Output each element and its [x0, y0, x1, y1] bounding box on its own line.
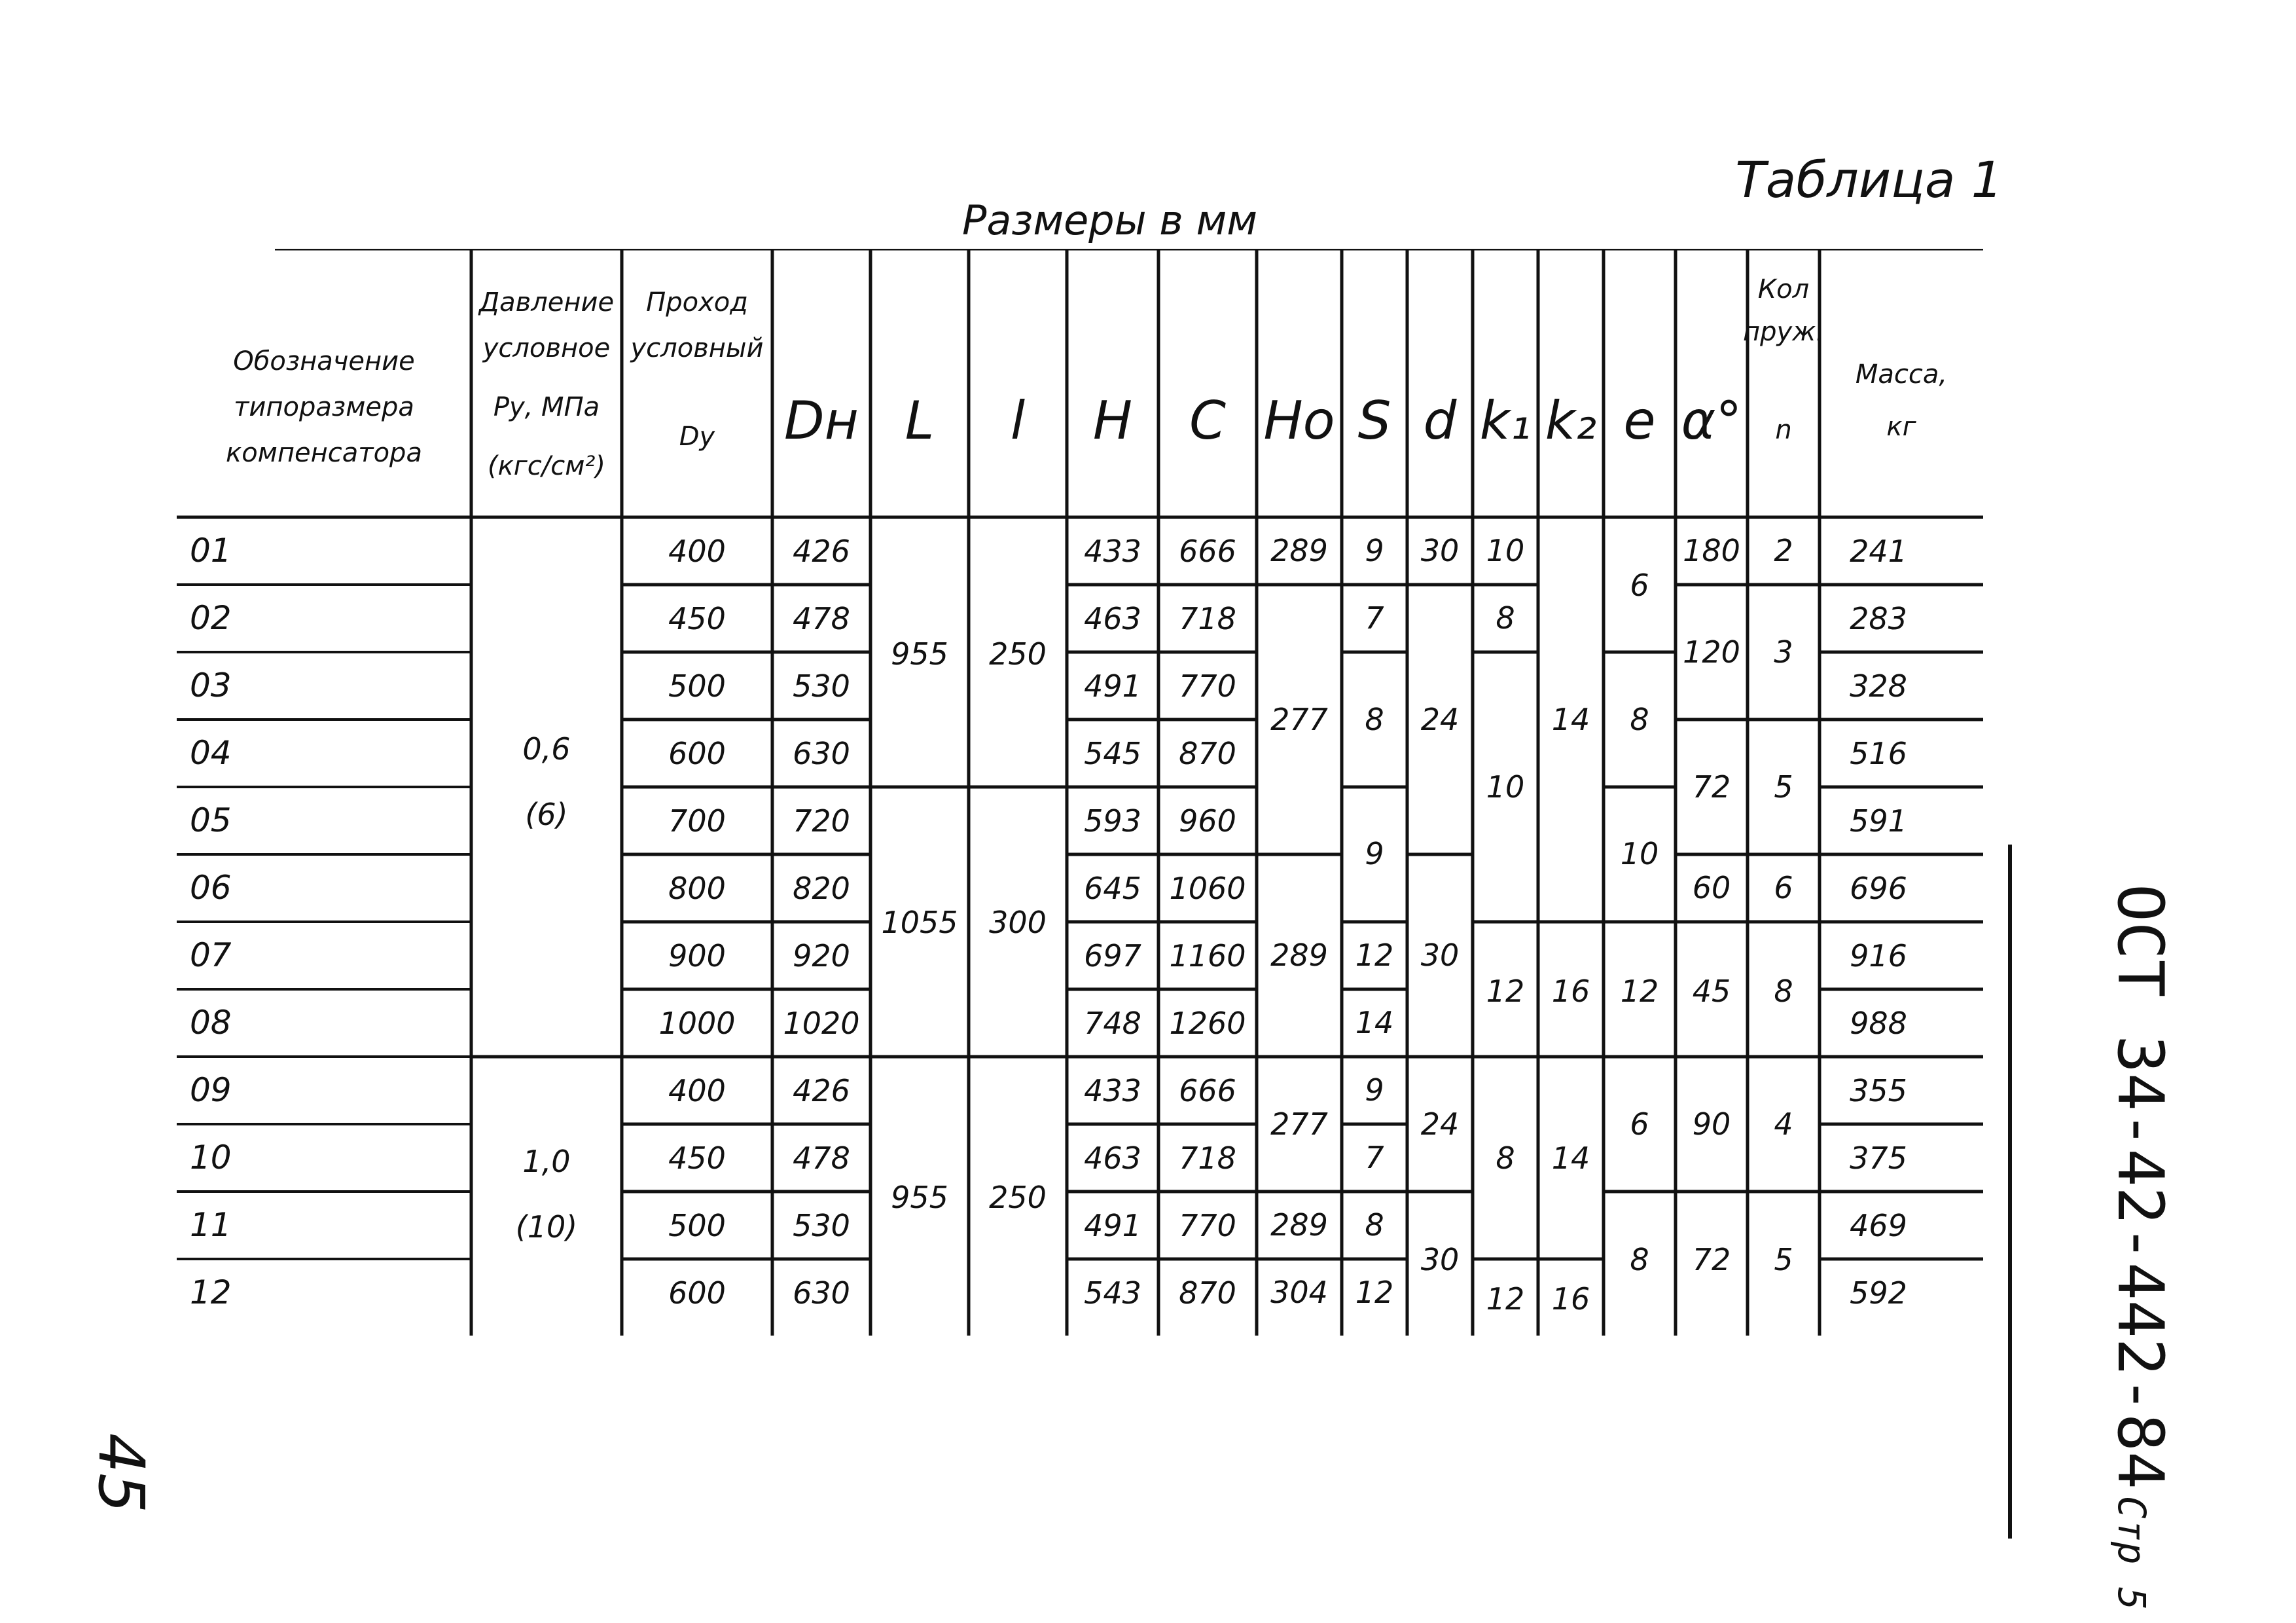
row-code-7: 07 [190, 936, 232, 974]
header-k2: k₂ [1545, 390, 1597, 451]
d-1: 30 [1420, 533, 1460, 568]
header-k1: k₁ [1479, 390, 1532, 451]
row-mass-1: 241 [1850, 533, 1907, 569]
row-mass-7: 916 [1850, 938, 1907, 974]
pressure-a-kgf: (6) [525, 797, 568, 832]
row-dn-9: 426 [793, 1072, 850, 1108]
row-dy-6: 800 [668, 870, 726, 906]
header-designation-2: типоразмера [234, 392, 414, 422]
header-pressure-1: Давление [478, 287, 615, 318]
row-h-5: 593 [1084, 803, 1141, 839]
row-dn-8: 1020 [783, 1005, 860, 1041]
row-code-12: 12 [190, 1273, 232, 1311]
row-mass-10: 375 [1850, 1140, 1907, 1176]
d-2: 24 [1420, 702, 1460, 737]
row-code-8: 08 [190, 1003, 232, 1042]
e-6: 8 [1630, 1242, 1649, 1277]
k2-1: 14 [1551, 702, 1590, 737]
S-9: 8 [1365, 1207, 1384, 1243]
row-code-1: 01 [190, 531, 232, 570]
n-3: 5 [1774, 769, 1793, 805]
header-pressure-2: условное [482, 333, 611, 363]
header-alpha: α° [1681, 390, 1742, 451]
row-c-12: 870 [1179, 1275, 1236, 1311]
doc-page-text: Стр 5 [2109, 1495, 2154, 1611]
header-passage-2: условный [630, 333, 764, 363]
row-dy-7: 900 [668, 938, 726, 974]
row-dy-11: 500 [668, 1207, 726, 1243]
row-c-9: 666 [1179, 1072, 1236, 1108]
Ho-1: 289 [1270, 533, 1328, 568]
row-dy-12: 600 [668, 1275, 726, 1311]
alpha-5: 45 [1692, 974, 1731, 1009]
L-group-3: 955 [891, 1180, 948, 1215]
l-group-1: 250 [989, 636, 1047, 672]
header-passage-3: Dу [679, 422, 715, 452]
header-l: l [1010, 390, 1026, 451]
document-code [2101, 884, 2179, 1611]
S-5: 12 [1355, 938, 1394, 973]
header-S: S [1357, 390, 1391, 451]
row-dy-5: 700 [668, 803, 726, 839]
row-dn-11: 530 [793, 1207, 850, 1243]
row-c-11: 770 [1179, 1207, 1236, 1243]
row-mass-6: 696 [1850, 870, 1907, 906]
l-group-2: 300 [989, 905, 1047, 940]
row-h-4: 545 [1084, 735, 1141, 771]
l-group-3: 250 [989, 1180, 1047, 1215]
Ho-2: 277 [1270, 702, 1328, 737]
row-code-10: 10 [190, 1138, 232, 1176]
header-mass-2: кг [1886, 412, 1916, 442]
n-2: 3 [1774, 634, 1793, 670]
k1-5: 8 [1496, 1140, 1515, 1176]
alpha-7: 72 [1692, 1242, 1731, 1277]
alpha-2: 120 [1683, 634, 1740, 670]
e-5: 6 [1630, 1106, 1649, 1142]
header-designation-1: Обозначение [233, 346, 415, 376]
row-mass-12: 592 [1850, 1275, 1907, 1311]
k2-3: 14 [1551, 1140, 1590, 1176]
row-dy-3: 500 [668, 668, 726, 704]
e-4: 12 [1620, 974, 1659, 1009]
dimensions-table [177, 249, 1983, 1336]
row-mass-3: 328 [1850, 668, 1907, 704]
row-dn-4: 630 [793, 735, 850, 771]
header-C: C [1189, 390, 1226, 451]
row-dy-1: 400 [668, 533, 726, 569]
S-8: 7 [1365, 1140, 1384, 1175]
row-c-2: 718 [1179, 600, 1236, 636]
row-dn-10: 478 [793, 1140, 850, 1176]
Ho-6: 304 [1270, 1275, 1328, 1310]
row-code-4: 04 [190, 733, 232, 772]
row-code-3: 03 [190, 666, 232, 704]
row-dy-9: 400 [668, 1072, 726, 1108]
row-h-8: 748 [1084, 1005, 1141, 1041]
row-mass-4: 516 [1850, 735, 1907, 771]
n-7: 5 [1774, 1242, 1793, 1277]
S-2: 7 [1365, 600, 1384, 636]
pressure-b-value: 1,0 [522, 1144, 571, 1179]
header-springs-3: n [1775, 415, 1792, 445]
doc-code-text: ОСТ 34-42-442-84 [2104, 884, 2177, 1489]
row-c-5: 960 [1179, 803, 1236, 839]
row-dn-7: 920 [793, 938, 850, 974]
doc-code-rule [2008, 845, 2012, 1539]
e-2: 8 [1630, 702, 1649, 737]
row-h-11: 491 [1084, 1207, 1141, 1243]
Ho-4: 277 [1270, 1106, 1328, 1142]
row-h-6: 645 [1084, 870, 1141, 906]
alpha-1: 180 [1683, 533, 1740, 568]
n-1: 2 [1774, 533, 1793, 568]
header-dn: Dн [784, 390, 859, 451]
alpha-4: 60 [1692, 870, 1731, 905]
S-4: 9 [1365, 836, 1384, 871]
row-c-6: 1060 [1169, 870, 1246, 906]
S-10: 12 [1355, 1275, 1394, 1310]
alpha-6: 90 [1692, 1106, 1731, 1142]
row-dy-10: 450 [668, 1140, 726, 1176]
S-3: 8 [1365, 702, 1384, 737]
row-mass-9: 355 [1850, 1072, 1907, 1108]
row-h-7: 697 [1084, 938, 1141, 974]
table-caption: Таблица 1 [1735, 151, 2003, 209]
Ho-5: 289 [1270, 1207, 1328, 1243]
row-dn-3: 530 [793, 668, 850, 704]
S-1: 9 [1365, 533, 1384, 568]
header-Ho: Hо [1263, 390, 1335, 451]
row-dn-2: 478 [793, 600, 850, 636]
k2-4: 16 [1551, 1281, 1590, 1317]
header-pressure-3: Pу, МПа [493, 392, 600, 422]
row-c-7: 1160 [1169, 938, 1246, 974]
k2-2: 16 [1551, 974, 1590, 1009]
row-h-1: 433 [1084, 533, 1141, 569]
header-passage-1: Проход [646, 287, 748, 318]
row-dn-12: 630 [793, 1275, 850, 1311]
k1-2: 8 [1496, 600, 1515, 636]
k1-1: 10 [1486, 533, 1525, 568]
header-L: L [905, 390, 935, 451]
header-springs-2: пруж. [1743, 317, 1824, 347]
row-code-9: 09 [190, 1070, 232, 1109]
alpha-3: 72 [1692, 769, 1731, 805]
page-number: 45 [84, 1432, 158, 1514]
n-4: 6 [1774, 870, 1793, 905]
row-mass-5: 591 [1850, 803, 1907, 839]
e-1: 6 [1630, 568, 1649, 603]
row-code-6: 06 [190, 868, 232, 907]
row-c-8: 1260 [1169, 1005, 1246, 1041]
k1-6: 12 [1486, 1281, 1525, 1317]
S-7: 9 [1365, 1072, 1384, 1108]
k1-3: 10 [1486, 769, 1525, 805]
header-pressure-4: (кгс/см²) [487, 451, 606, 481]
row-code-5: 05 [190, 801, 232, 839]
S-6: 14 [1355, 1005, 1394, 1040]
row-c-1: 666 [1179, 533, 1236, 569]
row-h-2: 463 [1084, 600, 1141, 636]
d-3: 30 [1420, 938, 1460, 973]
row-mass-2: 283 [1850, 600, 1907, 636]
L-group-1: 955 [891, 636, 948, 672]
row-c-10: 718 [1179, 1140, 1236, 1176]
row-h-10: 463 [1084, 1140, 1141, 1176]
row-dn-1: 426 [793, 533, 850, 569]
row-h-3: 491 [1084, 668, 1141, 704]
pressure-b-kgf: (10) [515, 1209, 578, 1245]
row-mass-8: 988 [1850, 1005, 1907, 1041]
header-mass-1: Масса, [1855, 359, 1948, 390]
n-6: 4 [1774, 1106, 1793, 1142]
row-c-4: 870 [1179, 735, 1236, 771]
row-dn-5: 720 [793, 803, 850, 839]
d-5: 30 [1420, 1242, 1460, 1277]
row-c-3: 770 [1179, 668, 1236, 704]
pressure-a-value: 0,6 [522, 731, 571, 767]
e-3: 10 [1620, 836, 1659, 871]
header-H: H [1092, 390, 1133, 451]
d-4: 24 [1420, 1106, 1460, 1142]
row-dy-2: 450 [668, 600, 726, 636]
row-dy-4: 600 [668, 735, 726, 771]
header-springs-1: Кол [1757, 274, 1810, 304]
Ho-3: 289 [1270, 938, 1328, 973]
header-e: e [1623, 390, 1656, 451]
k1-4: 12 [1486, 974, 1525, 1009]
row-code-11: 11 [190, 1205, 232, 1244]
n-5: 8 [1774, 974, 1793, 1009]
row-code-2: 02 [190, 598, 232, 637]
row-dy-8: 1000 [658, 1005, 736, 1041]
dimensions-note: Размеры в мм [962, 196, 1258, 244]
row-h-12: 543 [1084, 1275, 1141, 1311]
header-designation-3: компенсатора [226, 438, 422, 468]
row-h-9: 433 [1084, 1072, 1141, 1108]
header-d: d [1423, 390, 1457, 451]
row-mass-11: 469 [1850, 1207, 1907, 1243]
row-dn-6: 820 [793, 870, 850, 906]
L-group-2: 1055 [881, 905, 958, 940]
